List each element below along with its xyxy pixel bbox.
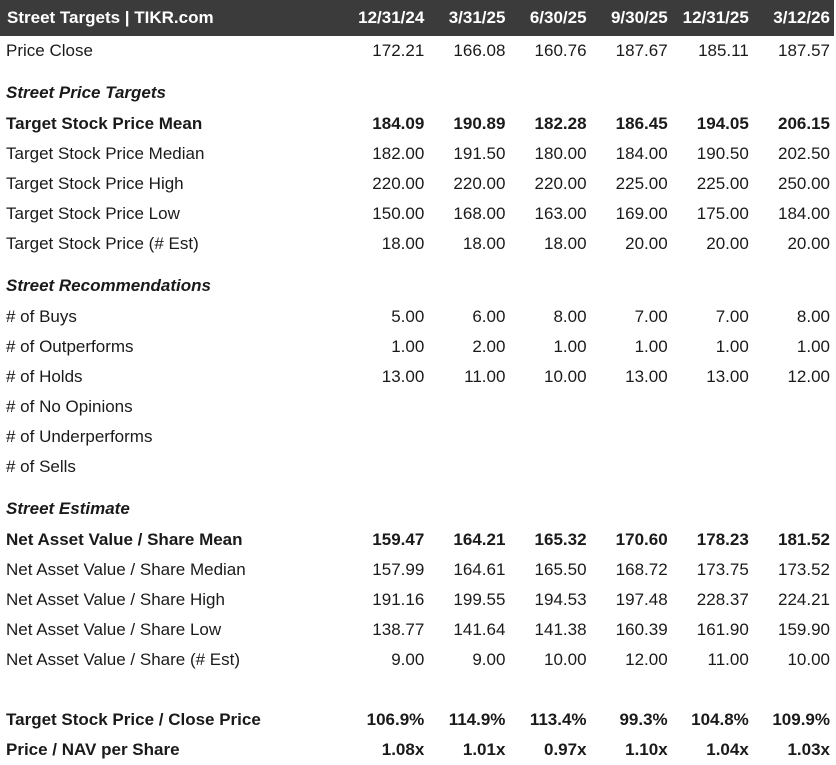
cell-value: 225.00 [696,174,749,193]
cell-value: 206.15 [778,114,830,133]
cell-value: 109.9% [772,710,830,729]
cell-value: 172.21 [372,41,425,60]
cell-value: 150.00 [372,204,425,223]
row-label: Net Asset Value / Share High [6,590,225,609]
table-row [0,109,834,139]
cell-value [509,392,590,422]
cell-value [672,452,753,482]
cell-value: 1.08x [381,740,425,759]
row-label: Target Stock Price / Close Price [6,710,261,729]
cell-value: 138.77 [372,620,425,639]
cell-value: 114.9% [448,710,506,729]
cell-value: 187.67 [615,41,668,60]
table-title: Street Targets | TIKR.com [7,8,214,27]
cell-value: 1.00 [796,337,830,356]
cell-value [672,422,753,452]
date-header: 6/30/25 [529,8,587,27]
cell-value: 13.00 [625,367,668,386]
table-row [0,302,834,332]
cell-value: 197.48 [615,590,668,609]
cell-value [428,422,509,452]
spacer-row [0,675,834,705]
cell-value: 194.05 [696,114,749,133]
cell-value: 9.00 [472,650,506,669]
section-heading-row [0,259,834,302]
cell-value: 10.00 [787,650,830,669]
cell-value: 104.8% [691,710,749,729]
row-label: Target Stock Price Low [6,204,180,223]
table-row [0,645,834,675]
cell-value: 11.00 [707,650,749,669]
cell-value: 173.52 [778,560,830,579]
cell-value: 12.00 [625,650,668,669]
cell-value [428,452,509,482]
cell-value: 184.09 [372,114,425,133]
cell-value: 1.10x [625,740,668,759]
cell-value: 178.23 [696,530,749,549]
cell-value [347,392,428,422]
cell-value: 190.50 [696,144,749,163]
row-label: Price / NAV per Share [6,740,180,759]
cell-value: 7.00 [715,307,749,326]
table-row [0,229,834,259]
cell-value: 160.76 [534,41,587,60]
cell-value: 228.37 [696,590,749,609]
row-label: Net Asset Value / Share Median [6,560,246,579]
cell-value: 9.00 [391,650,425,669]
cell-value: 8.00 [553,307,587,326]
date-header: 3/31/25 [448,8,506,27]
cell-value: 6.00 [472,307,506,326]
table-row [0,525,834,555]
cell-value: 159.90 [778,620,830,639]
cell-value [753,452,834,482]
cell-value: 18.00 [462,234,506,253]
cell-value [753,422,834,452]
cell-value: 141.38 [534,620,587,639]
cell-value: 182.28 [534,114,587,133]
cell-value [347,422,428,452]
cell-value: 163.00 [534,204,587,223]
row-label: # of Sells [6,457,76,476]
row-label: # of Buys [6,307,77,326]
cell-value: 220.00 [453,174,506,193]
cell-value: 168.72 [615,560,668,579]
cell-value: 220.00 [372,174,425,193]
cell-value: 10.00 [544,650,587,669]
table-row [0,169,834,199]
row-label: Target Stock Price Median [6,144,205,163]
cell-value: 166.08 [453,41,506,60]
cell-value: 224.21 [778,590,830,609]
cell-value [672,392,753,422]
cell-value: 220.00 [534,174,587,193]
cell-value: 157.99 [372,560,425,579]
table-row [0,585,834,615]
cell-value: 168.00 [453,204,506,223]
row-label: # of Underperforms [6,427,153,446]
date-header: 3/12/26 [773,8,830,27]
cell-value: 18.00 [381,234,425,253]
row-label: Target Stock Price Mean [6,114,203,133]
cell-value: 20.00 [706,234,749,253]
section-heading-row [0,66,834,109]
table-row [0,36,834,66]
table-row [0,362,834,392]
table-row [0,332,834,362]
cell-value: 113.4% [529,710,587,729]
cell-value: 10.00 [544,367,587,386]
cell-value: 2.00 [472,337,506,356]
date-header: 9/30/25 [610,8,668,27]
date-header: 12/31/24 [358,8,425,27]
cell-value [509,452,590,482]
cell-value: 159.47 [372,530,425,549]
header-row [0,0,834,36]
cell-value: 1.00 [553,337,587,356]
section-heading: Street Estimate [6,498,130,518]
cell-value: 169.00 [615,204,668,223]
table-row [0,199,834,229]
spacer [0,675,834,705]
cell-value: 194.53 [534,590,587,609]
cell-value: 164.61 [453,560,506,579]
row-label: # of Outperforms [6,337,134,356]
row-label: Target Stock Price High [6,174,184,193]
row-label: Target Stock Price (# Est) [6,234,199,253]
cell-value [347,452,428,482]
cell-value: 184.00 [615,144,668,163]
cell-value: 1.00 [634,337,668,356]
cell-value: 191.16 [372,590,425,609]
cell-value [591,422,672,452]
cell-value: 20.00 [625,234,668,253]
cell-value: 18.00 [544,234,587,253]
cell-value: 1.00 [391,337,425,356]
cell-value: 11.00 [464,367,506,386]
cell-value [591,392,672,422]
table-row [0,452,834,482]
table-row [0,705,834,735]
cell-value: 161.90 [696,620,749,639]
cell-value: 5.00 [391,307,425,326]
cell-value [428,392,509,422]
row-label: # of No Opinions [6,397,133,416]
cell-value: 13.00 [381,367,425,386]
cell-value: 13.00 [706,367,749,386]
row-label: # of Holds [6,367,83,386]
section-heading-row [0,482,834,525]
cell-value: 1.03x [787,740,830,759]
table-row [0,615,834,645]
cell-value: 106.9% [366,710,425,729]
cell-value: 1.00 [715,337,749,356]
cell-value: 7.00 [634,307,668,326]
cell-value: 8.00 [796,307,830,326]
table-row [0,735,834,765]
row-label: Net Asset Value / Share (# Est) [6,650,241,669]
row-label: Net Asset Value / Share Low [6,620,222,639]
cell-value: 12.00 [787,367,830,386]
cell-value [509,422,590,452]
cell-value: 141.64 [453,620,506,639]
section-heading: Street Price Targets [6,82,166,102]
cell-value: 190.89 [453,114,506,133]
table-row [0,555,834,585]
cell-value: 225.00 [615,174,668,193]
section-heading: Street Recommendations [6,275,211,295]
cell-value: 173.75 [696,560,749,579]
date-header: 12/31/25 [682,8,749,27]
cell-value: 187.57 [778,41,830,60]
table-row [0,139,834,169]
row-label: Price Close [6,41,93,60]
cell-value: 99.3% [619,710,668,729]
cell-value [753,392,834,422]
cell-value: 1.01x [462,740,506,759]
cell-value: 175.00 [696,204,749,223]
cell-value: 186.45 [615,114,668,133]
cell-value: 170.60 [615,530,668,549]
cell-value: 165.50 [534,560,587,579]
cell-value: 202.50 [778,144,830,163]
cell-value: 180.00 [534,144,587,163]
cell-value: 185.11 [698,41,749,60]
cell-value: 1.04x [706,740,749,759]
cell-value: 20.00 [787,234,830,253]
cell-value: 250.00 [778,174,830,193]
cell-value: 199.55 [453,590,506,609]
cell-value: 181.52 [778,530,830,549]
cell-value: 0.97x [544,740,587,759]
table-row [0,392,834,422]
table-row [0,422,834,452]
row-label: Net Asset Value / Share Mean [6,530,243,549]
cell-value: 160.39 [615,620,668,639]
cell-value: 164.21 [453,530,506,549]
cell-value: 184.00 [778,204,830,223]
cell-value: 191.50 [453,144,506,163]
cell-value: 182.00 [372,144,425,163]
cell-value: 165.32 [534,530,587,549]
cell-value [591,452,672,482]
